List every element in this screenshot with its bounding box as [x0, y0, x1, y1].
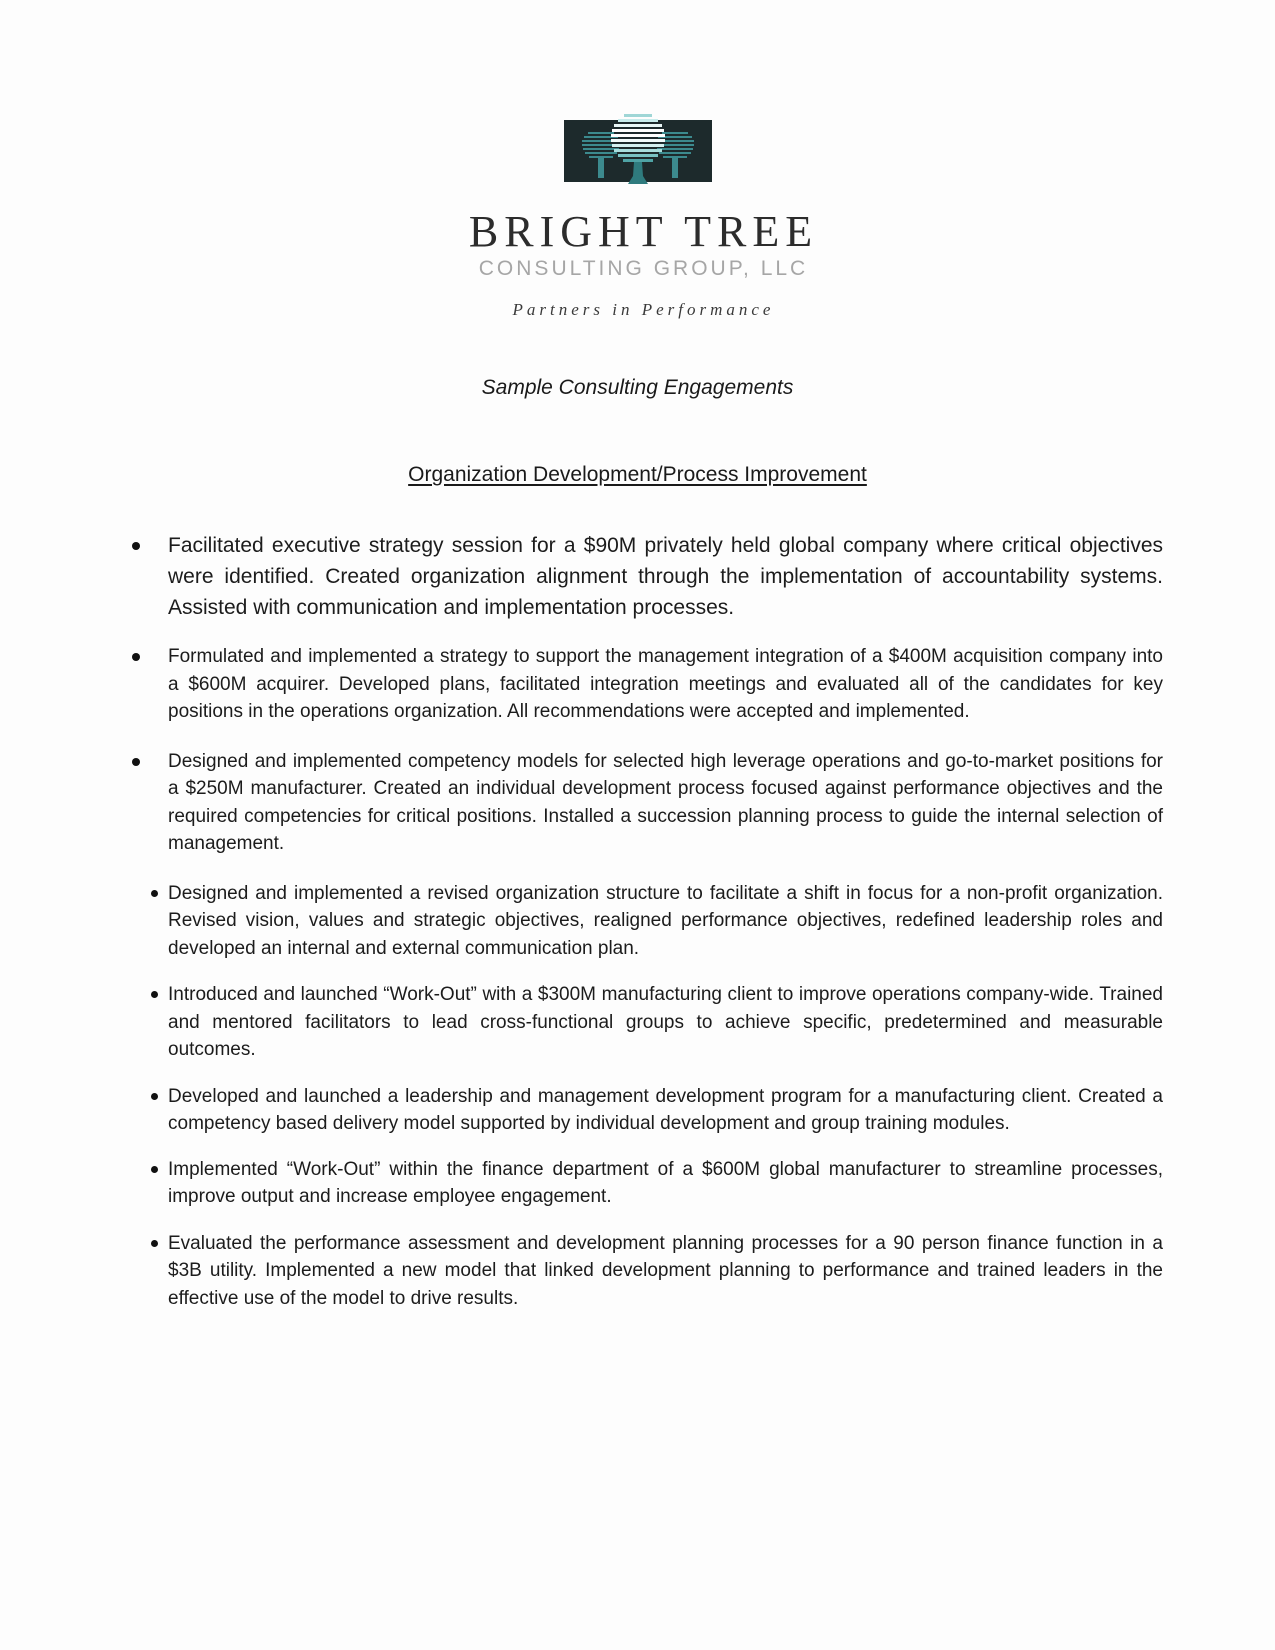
list-item-text: Facilitated executive strategy session for a $90M privately held global company where critical objectives were identified. Created organization alignment through the implementation of accountability systems. Assisted with communication and implementation processes. [168, 534, 1163, 619]
company-logo [0, 114, 1275, 320]
list-item-text: Designed and implemented competency models for selected high leverage operations and go-to-market positions for a $250M manufacturer. Created an individual development process focused against performance objectives and the required competencies for critical positions. Installed a succession planning process to guide the internal selection of management. [168, 750, 1163, 854]
brand-name: BRIGHT TREE [468, 207, 819, 256]
list-item-text: Designed and implemented a revised organization structure to facilitate a shift in focus for a non-profit organization. Revised vision, values and strategic objectives, realigned performance objectives, redefined leadership roles and developed an internal and external communication plan. [168, 882, 1163, 959]
list-item [168, 748, 1163, 858]
bullet-icon [151, 991, 158, 998]
list-item-text: Formulated and implemented a strategy to support the management integration of a $400M acquisition company into a $600M acquirer. Developed plans, facilitated integration meetings and evaluated all of the candidates for key positions in the operations organization. All recommendations were accepted and implemented. [168, 646, 1163, 722]
list-item [168, 643, 1163, 726]
list-item [168, 1230, 1163, 1313]
bullet-icon [151, 1093, 158, 1100]
list-item-text: Introduced and launched “Work-Out” with a $300M manufacturing client to improve operations company-wide. Trained and mentored facilitators to lead cross-functional groups to achieve specific, predetermined and measurable outcomes. [168, 984, 1163, 1060]
list-item-text: Developed and launched a leadership and management development program for a manufacturing client. Created a competency based delivery model supported by individual development and group training modules. [168, 1085, 1163, 1134]
list-item [168, 1083, 1163, 1138]
tree-logo-icon [564, 114, 712, 194]
list-item [168, 530, 1163, 623]
engagement-list [0, 530, 1275, 1312]
list-item [168, 1156, 1163, 1211]
bullet-icon [151, 890, 158, 897]
list-item-text: Implemented “Work-Out” within the finance department of a $600M global manufacturer to streamline processes, improve output and increase employee engagement. [168, 1158, 1163, 1207]
bullet-icon [151, 1240, 158, 1247]
bullet-icon [151, 1166, 158, 1173]
list-item [168, 880, 1163, 963]
bullet-icon [132, 653, 140, 661]
list-item-text: Evaluated the performance assessment and development planning processes for a 90 person finance function in a $3B utility. Implemented a new model that linked development planning to performance and trained leaders in the effective use of the model to drive results. [168, 1232, 1163, 1309]
brand-subtitle: CONSULTING GROUP, LLC [478, 257, 809, 280]
brand-tagline: Partners in Performance [512, 300, 775, 319]
section-heading: Organization Development/Process Improvement [408, 463, 867, 486]
bullet-icon [132, 758, 140, 766]
document-title: Sample Consulting Engagements [481, 376, 794, 399]
list-item [168, 981, 1163, 1064]
bullet-icon [132, 542, 140, 550]
